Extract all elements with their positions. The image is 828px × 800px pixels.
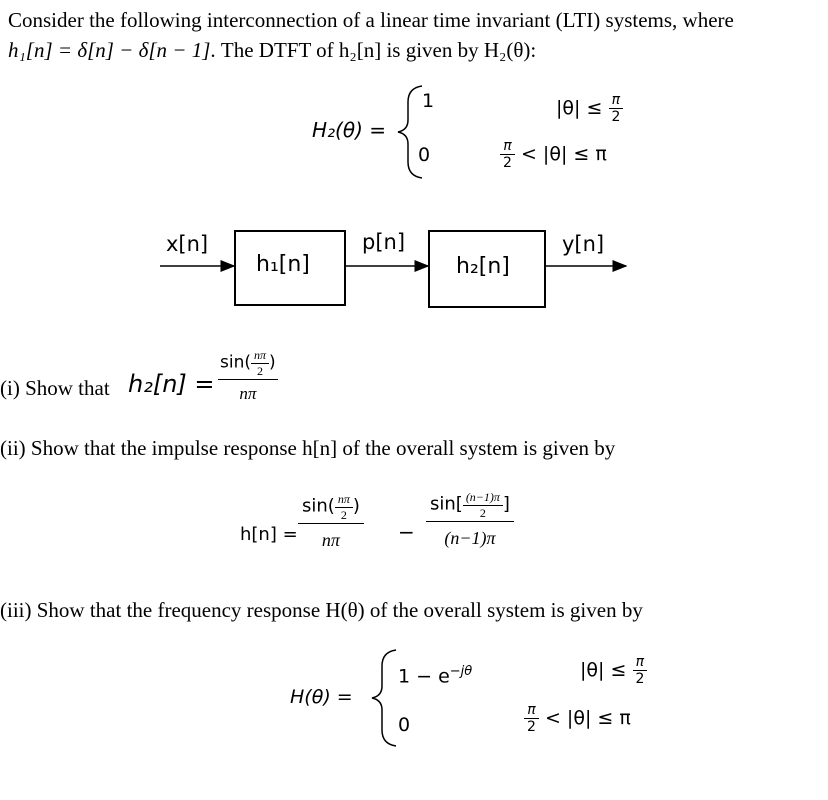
pi-over-2-fraction: $\frac{\pi}{2}$	[632, 654, 647, 687]
pi-over-2-fraction: $\frac{\pi}{2}$	[500, 138, 515, 171]
part1-prefix: (i) Show that	[0, 376, 110, 400]
part3-text: (iii) Show that the frequency response H(θ) of the overall system is given by	[0, 598, 643, 622]
part3-case2-cond: $\frac{\pi}{2}$ < |θ| ≤ π	[524, 702, 631, 735]
part2-term2-fraction: sin[ $\frac{(n-1)\pi}{2}$ ] (n−1)π	[426, 490, 514, 549]
part3-case2-value: 0	[398, 714, 411, 736]
output-label: y[n]	[562, 232, 605, 256]
h2-case1-value: 1	[422, 90, 435, 112]
part1-lhs: h₂[n] =	[128, 370, 215, 398]
h2-case2-value: 0	[418, 144, 431, 166]
pi-over-2-fraction: $\frac{\pi}{2}$	[608, 92, 623, 125]
part1-fraction: sin( $\frac{n\pi}{2}$ ) nπ	[220, 348, 276, 403]
block1-label: h₁[n]	[256, 252, 310, 277]
intro-line-1: Consider the following interconnection of a linear time invariant (LTI) systems, where	[8, 8, 734, 32]
mid-label: p[n]	[362, 230, 406, 254]
block2-label: h₂[n]	[456, 254, 510, 279]
part3-case1-cond: |θ| ≤ $\frac{\pi}{2}$	[580, 654, 647, 687]
h1-definition: h₁[n] = δ[n] − δ[n − 1]	[8, 38, 211, 62]
part3-lhs: H(θ) =	[290, 686, 353, 708]
input-label: x[n]	[166, 232, 209, 256]
part2-text: (ii) Show that the impulse response h[n] of the overall system is given by	[0, 436, 616, 460]
h2-spec-lhs: H₂(θ) =	[312, 118, 387, 142]
part2-minus: −	[398, 520, 415, 544]
h2-case1-cond: |θ| ≤ $\frac{\pi}{2}$	[556, 92, 623, 125]
pi-over-2-fraction: $\frac{\pi}{2}$	[524, 702, 539, 735]
h2-case2-cond: $\frac{\pi}{2}$ < |θ| ≤ π	[500, 138, 607, 171]
part2-lhs: h[n] =	[240, 524, 298, 545]
part2-term1-fraction: sin( $\frac{n\pi}{2}$ ) nπ	[298, 492, 364, 551]
part3-case1-value: $1 - e^{-j\theta}$	[398, 664, 473, 688]
intro-line-2-tail: . The DTFT of h₂[n] is given by H₂(θ):	[210, 38, 537, 62]
